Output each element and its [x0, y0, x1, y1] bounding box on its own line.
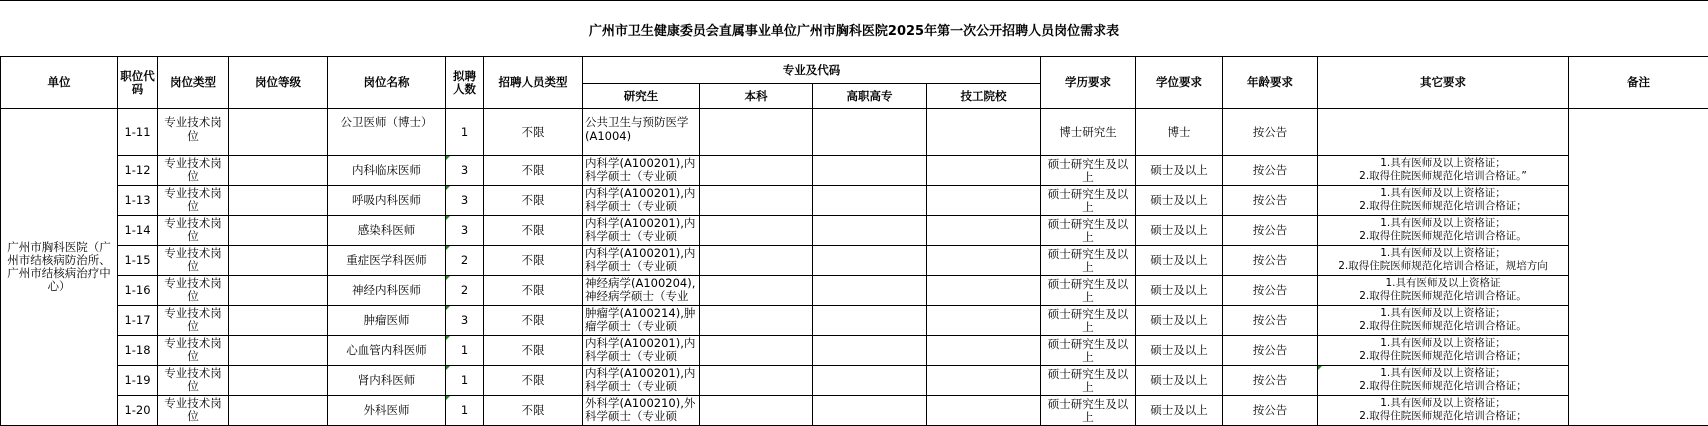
table-row[interactable]	[1, 186, 1708, 216]
bachelor-cell[interactable]	[700, 366, 813, 396]
table-row[interactable]	[1, 306, 1708, 336]
req-line-2: 2.取得住院医师规范化培训合格证；	[1320, 410, 1566, 423]
graduate-major-text: 神经病学(A100204),神经病学硕士（专业	[585, 276, 697, 305]
degree-cell[interactable]: 硕士及以上	[1136, 366, 1223, 396]
post-name-text: 公卫医师（博士）	[330, 109, 443, 155]
post-type-cell[interactable]	[158, 336, 229, 366]
college-cell[interactable]	[813, 336, 927, 366]
recruit-type-cell[interactable]: 不限	[484, 366, 583, 396]
recruit-type-cell[interactable]: 不限	[484, 396, 583, 426]
recruitment-table	[0, 56, 1708, 426]
code-cell[interactable]: 1-18	[118, 336, 158, 366]
post-name-cell[interactable]: 外科医师	[328, 396, 446, 426]
recruit-type-cell[interactable]: 不限	[484, 156, 583, 186]
college-cell[interactable]	[813, 306, 927, 336]
recruit-type-cell[interactable]: 不限	[484, 216, 583, 246]
other-req-cell[interactable]	[1318, 246, 1569, 276]
header-row	[1, 57, 1708, 84]
post-level-cell[interactable]	[229, 366, 328, 396]
college-cell[interactable]	[813, 186, 927, 216]
post-name-cell[interactable]: 肿瘤医师	[328, 306, 446, 336]
other-req-cell[interactable]	[1318, 306, 1569, 336]
college-cell[interactable]	[813, 216, 927, 246]
post-name-cell[interactable]: 内科临床医师	[328, 156, 446, 186]
post-type-cell[interactable]	[158, 366, 229, 396]
post-name-cell[interactable]: 神经内科医师	[328, 276, 446, 306]
graduate-major-cell[interactable]	[583, 336, 700, 366]
education-cell[interactable]: 硕士研究生及以上	[1041, 156, 1136, 186]
code-cell[interactable]: 1-14	[118, 216, 158, 246]
table-row[interactable]	[1, 336, 1708, 366]
header-post-name: 岗位名称	[328, 57, 446, 109]
unit-cell[interactable]: 广州市胸科医院（广州市结核病防治所、广州市结核病治疗中心）	[1, 109, 118, 426]
education-cell[interactable]: 硕士研究生及以上	[1041, 396, 1136, 426]
post-type-text: 专业技术岗位	[160, 276, 226, 305]
bachelor-cell[interactable]	[700, 186, 813, 216]
header-recruit-type: 招聘人员类型	[484, 57, 583, 109]
bachelor-cell[interactable]	[700, 306, 813, 336]
post-name-cell[interactable]: 肾内科医师	[328, 366, 446, 396]
post-name-cell[interactable]: 感染科医师	[328, 216, 446, 246]
table-row[interactable]	[1, 109, 1708, 156]
code-cell[interactable]: 1-20	[118, 396, 158, 426]
count-cell[interactable]: 1	[446, 109, 484, 156]
post-type-cell[interactable]	[158, 109, 229, 156]
code-cell[interactable]: 1-11	[118, 109, 158, 156]
table-row[interactable]	[1, 366, 1708, 396]
header-bachelor: 本科	[700, 84, 813, 109]
post-level-cell[interactable]	[229, 186, 328, 216]
code-cell[interactable]: 1-17	[118, 306, 158, 336]
technical-cell[interactable]	[927, 216, 1041, 246]
post-name-cell[interactable]: 重症医学科医师	[328, 246, 446, 276]
post-name-cell[interactable]: 呼吸内科医师	[328, 186, 446, 216]
header-count: 拟聘人数	[446, 57, 484, 109]
post-type-cell[interactable]	[158, 246, 229, 276]
post-type-cell[interactable]	[158, 396, 229, 426]
age-cell[interactable]: 按公告	[1223, 156, 1318, 186]
technical-cell[interactable]	[927, 246, 1041, 276]
code-cell[interactable]: 1-19	[118, 366, 158, 396]
post-level-cell[interactable]	[229, 246, 328, 276]
education-cell[interactable]: 硕士研究生及以上	[1041, 336, 1136, 366]
count-cell[interactable]: 3	[446, 306, 484, 336]
bachelor-cell[interactable]	[700, 216, 813, 246]
other-req-cell[interactable]	[1318, 216, 1569, 246]
code-cell[interactable]: 1-12	[118, 156, 158, 186]
technical-cell[interactable]	[927, 276, 1041, 306]
table-row[interactable]	[1, 246, 1708, 276]
bachelor-cell[interactable]	[700, 156, 813, 186]
age-cell[interactable]: 按公告	[1223, 276, 1318, 306]
graduate-major-cell[interactable]	[583, 186, 700, 216]
technical-cell[interactable]	[927, 336, 1041, 366]
recruit-type-cell[interactable]: 不限	[484, 246, 583, 276]
recruit-type-cell[interactable]: 不限	[484, 306, 583, 336]
req-line-1: 1.具有医师及以上资格证；	[1320, 397, 1566, 410]
req-line-1: 1.具有医师及以上资格证；	[1320, 187, 1566, 200]
header-degree: 学位要求	[1136, 57, 1223, 109]
graduate-major-cell[interactable]	[583, 276, 700, 306]
table-row[interactable]	[1, 276, 1708, 306]
other-req-cell[interactable]	[1318, 366, 1569, 396]
post-type-text: 专业技术岗位	[160, 109, 226, 155]
post-type-text: 专业技术岗位	[160, 246, 226, 275]
graduate-major-text: 内科学(A100201),内科学硕士（专业硕	[585, 186, 697, 215]
post-type-text: 专业技术岗位	[160, 396, 226, 425]
bachelor-cell[interactable]	[700, 276, 813, 306]
education-cell[interactable]: 硕士研究生及以上	[1041, 216, 1136, 246]
college-cell[interactable]	[813, 156, 927, 186]
post-level-cell[interactable]	[229, 336, 328, 366]
degree-cell[interactable]: 硕士及以上	[1136, 246, 1223, 276]
degree-cell[interactable]: 硕士及以上	[1136, 216, 1223, 246]
post-type-text: 专业技术岗位	[160, 186, 226, 215]
post-type-cell[interactable]	[158, 216, 229, 246]
post-level-cell[interactable]	[229, 396, 328, 426]
other-req-cell[interactable]	[1318, 396, 1569, 426]
recruit-type-cell[interactable]: 不限	[484, 336, 583, 366]
education-cell[interactable]: 硕士研究生及以上	[1041, 246, 1136, 276]
req-line-1: 1.具有医师及以上资格证；	[1320, 307, 1566, 320]
header-unit: 单位	[1, 57, 118, 109]
req-line-1: 1.具有医师及以上资格证；	[1320, 217, 1566, 230]
header-age: 年龄要求	[1223, 57, 1318, 109]
graduate-major-cell[interactable]	[583, 109, 700, 156]
education-cell[interactable]: 博士研究生	[1041, 109, 1136, 156]
age-cell[interactable]: 按公告	[1223, 109, 1318, 156]
age-cell[interactable]: 按公告	[1223, 246, 1318, 276]
table-row[interactable]	[1, 156, 1708, 186]
degree-cell[interactable]: 硕士及以上	[1136, 276, 1223, 306]
graduate-major-text: 外科学(A100210),外科学硕士（专业硕	[585, 396, 697, 425]
post-type-cell[interactable]	[158, 306, 229, 336]
age-cell[interactable]: 按公告	[1223, 336, 1318, 366]
code-cell[interactable]: 1-15	[118, 246, 158, 276]
technical-cell[interactable]	[927, 306, 1041, 336]
education-cell[interactable]: 硕士研究生及以上	[1041, 276, 1136, 306]
post-type-text: 专业技术岗位	[160, 366, 226, 395]
header-post-type: 岗位类型	[158, 57, 229, 109]
degree-cell[interactable]: 硕士及以上	[1136, 306, 1223, 336]
header-graduate: 研究生	[583, 84, 700, 109]
education-cell[interactable]: 硕士研究生及以上	[1041, 186, 1136, 216]
degree-cell[interactable]: 硕士及以上	[1136, 186, 1223, 216]
post-level-cell[interactable]	[229, 216, 328, 246]
header-remark: 备注	[1569, 57, 1708, 109]
req-line-2: 2.取得住院医师规范化培训合格证，规培方向	[1320, 260, 1566, 273]
req-line-2: 2.取得住院医师规范化培训合格证。”	[1320, 170, 1566, 183]
count-cell[interactable]: 1	[446, 396, 484, 426]
post-name-cell[interactable]: 心血管内科医师	[328, 336, 446, 366]
graduate-major-text: 内科学(A100201),内科学硕士（专业硕	[585, 216, 697, 245]
code-cell[interactable]: 1-13	[118, 186, 158, 216]
req-line-2: 2.取得住院医师规范化培训合格证。	[1320, 230, 1566, 243]
graduate-major-cell[interactable]	[583, 306, 700, 336]
count-cell[interactable]: 1	[446, 366, 484, 396]
sheet-title: 广州市卫生健康委员会直属事业单位广州市胸科医院2025年第一次公开招聘人员岗位需求表	[0, 0, 1708, 57]
count-cell[interactable]: 3	[446, 186, 484, 216]
graduate-major-text: 内科学(A100201),内科学硕士（专业硕	[585, 156, 697, 185]
other-req-cell[interactable]	[1318, 109, 1569, 156]
req-line-1: 1.具有医师及以上资格证；	[1320, 157, 1566, 170]
post-level-cell[interactable]	[229, 109, 328, 156]
college-cell[interactable]	[813, 276, 927, 306]
technical-cell[interactable]	[927, 109, 1041, 156]
bachelor-cell[interactable]	[700, 109, 813, 156]
graduate-major-text: 肿瘤学(A100214),肿瘤学硕士（专业硕	[585, 306, 697, 335]
college-cell[interactable]	[813, 246, 927, 276]
college-cell[interactable]	[813, 396, 927, 426]
technical-cell[interactable]	[927, 156, 1041, 186]
other-req-cell[interactable]	[1318, 336, 1569, 366]
header-college: 高职高专	[813, 84, 927, 109]
technical-cell[interactable]	[927, 366, 1041, 396]
code-cell[interactable]: 1-16	[118, 276, 158, 306]
recruit-type-cell[interactable]: 不限	[484, 109, 583, 156]
degree-cell[interactable]: 硕士及以上	[1136, 396, 1223, 426]
graduate-major-text: 内科学(A100201),内科学硕士（专业硕	[585, 336, 697, 365]
req-line-2: 2.取得住院医师规范化培训合格证。	[1320, 320, 1566, 333]
req-line-2: 2.取得住院医师规范化培训合格证；	[1320, 350, 1566, 363]
req-line-2: 2.取得住院医师规范化培训合格证。	[1320, 290, 1566, 303]
header-post-level: 岗位等级	[229, 57, 328, 109]
table-row[interactable]	[1, 396, 1708, 426]
remark-cell[interactable]	[1569, 109, 1708, 426]
technical-cell[interactable]	[927, 186, 1041, 216]
graduate-major-cell[interactable]	[583, 216, 700, 246]
post-type-cell[interactable]	[158, 276, 229, 306]
req-line-1: 1.具有医师及以上资格证	[1320, 277, 1566, 290]
college-cell[interactable]	[813, 109, 927, 156]
age-cell[interactable]: 按公告	[1223, 216, 1318, 246]
bachelor-cell[interactable]	[700, 336, 813, 366]
post-level-cell[interactable]	[229, 306, 328, 336]
count-cell[interactable]: 2	[446, 276, 484, 306]
age-cell[interactable]: 按公告	[1223, 366, 1318, 396]
req-line-2: 2.取得住院医师规范化培训合格证；	[1320, 380, 1566, 393]
age-cell[interactable]: 按公告	[1223, 396, 1318, 426]
recruit-type-cell[interactable]: 不限	[484, 276, 583, 306]
post-level-cell[interactable]	[229, 276, 328, 306]
count-cell[interactable]: 1	[446, 336, 484, 366]
graduate-major-cell[interactable]	[583, 246, 700, 276]
req-line-1: 1.具有医师及以上资格证；	[1320, 337, 1566, 350]
graduate-major-cell[interactable]	[583, 396, 700, 426]
count-cell[interactable]: 2	[446, 246, 484, 276]
other-req-cell[interactable]	[1318, 186, 1569, 216]
graduate-major-cell[interactable]	[583, 156, 700, 186]
recruit-type-cell[interactable]: 不限	[484, 186, 583, 216]
req-line-1: 1.具有医师及以上资格证；	[1320, 247, 1566, 260]
post-type-text: 专业技术岗位	[160, 156, 226, 185]
bachelor-cell[interactable]	[700, 246, 813, 276]
graduate-major-text: 内科学(A100201),内科学硕士（专业硕	[585, 366, 697, 395]
count-cell[interactable]: 3	[446, 156, 484, 186]
header-code: 职位代码	[118, 57, 158, 109]
other-req-cell[interactable]	[1318, 276, 1569, 306]
post-name-cell[interactable]	[328, 109, 446, 156]
degree-cell[interactable]: 硕士及以上	[1136, 156, 1223, 186]
college-cell[interactable]	[813, 366, 927, 396]
post-type-text: 专业技术岗位	[160, 336, 226, 365]
post-type-text: 专业技术岗位	[160, 216, 226, 245]
graduate-major-cell[interactable]	[583, 366, 700, 396]
age-cell[interactable]: 按公告	[1223, 306, 1318, 336]
degree-cell[interactable]: 硕士及以上	[1136, 336, 1223, 366]
post-type-text: 专业技术岗位	[160, 306, 226, 335]
education-cell[interactable]: 硕士研究生及以上	[1041, 306, 1136, 336]
technical-cell[interactable]	[927, 396, 1041, 426]
education-cell[interactable]: 硕士研究生及以上	[1041, 366, 1136, 396]
graduate-major-text: 内科学(A100201),内科学硕士（专业硕	[585, 246, 697, 275]
bachelor-cell[interactable]	[700, 396, 813, 426]
header-major-group: 专业及代码	[583, 57, 1041, 84]
table-row[interactable]	[1, 216, 1708, 246]
req-line-2: 2.取得住院医师规范化培训合格证；	[1320, 200, 1566, 213]
req-line-1: 1.具有医师及以上资格证；	[1320, 367, 1566, 380]
other-req-cell[interactable]	[1318, 156, 1569, 186]
count-cell[interactable]: 3	[446, 216, 484, 246]
header-technical: 技工院校	[927, 84, 1041, 109]
post-type-cell[interactable]	[158, 186, 229, 216]
header-education: 学历要求	[1041, 57, 1136, 109]
header-other: 其它要求	[1318, 57, 1569, 109]
graduate-major-text: 公共卫生与预防医学(A1004)	[585, 109, 697, 155]
degree-cell[interactable]: 博士	[1136, 109, 1223, 156]
post-type-cell[interactable]	[158, 156, 229, 186]
post-level-cell[interactable]	[229, 156, 328, 186]
age-cell[interactable]: 按公告	[1223, 186, 1318, 216]
